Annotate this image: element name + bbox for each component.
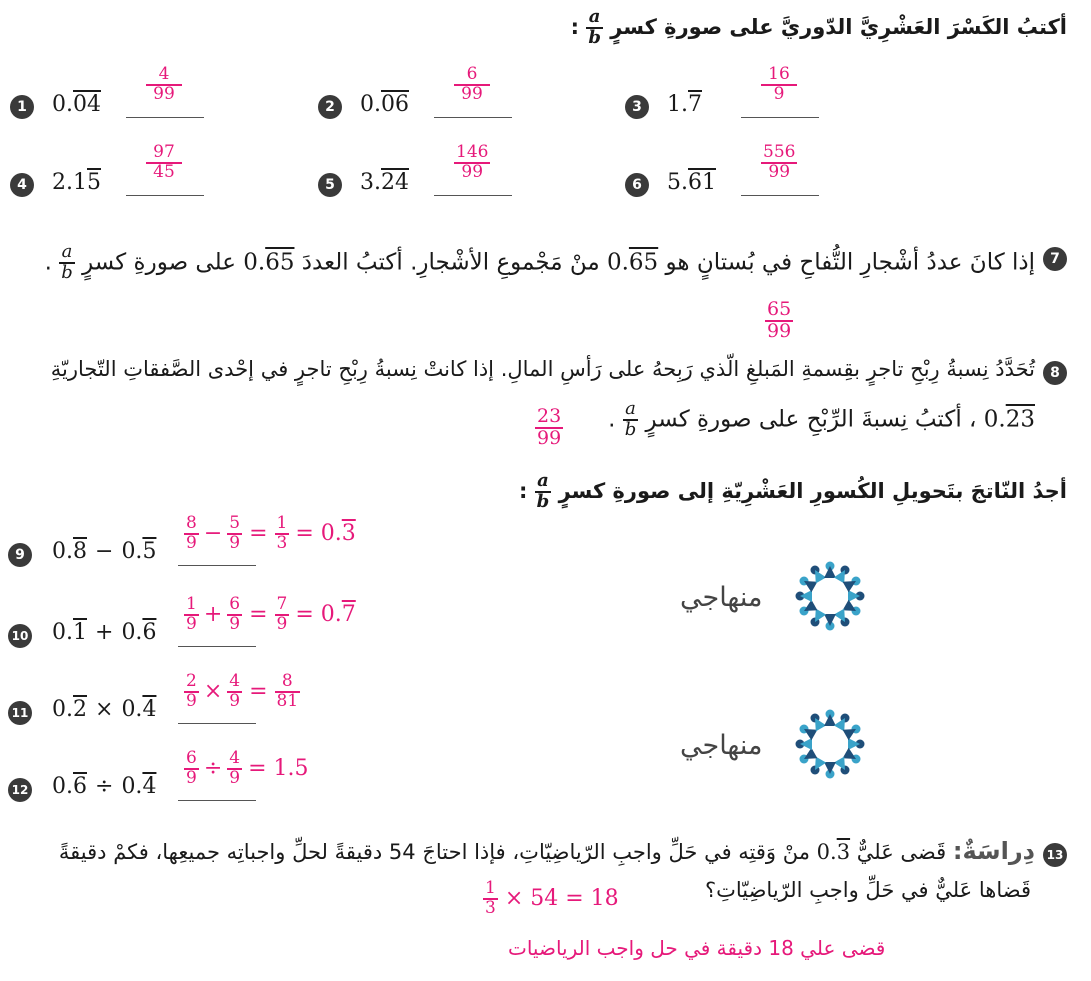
exercise-answer: $\frac{556}{99}$ <box>763 142 796 182</box>
heading-2: أجدُ النّاتجَ بتَحويلِ الكُسورِ العَشْرِيّةِ إلى صورةِ كسرٍ $\frac{a}{b}$ : <box>518 470 1067 512</box>
exercise-number: 6 <box>625 173 649 197</box>
exercise-decimal: 2.15 <box>52 170 101 195</box>
exercise-number: 2 <box>318 95 342 119</box>
exercise-decimal: 0.04 <box>52 92 101 117</box>
q13-calculation: $\frac{1}{3}$ × 54 = 18 <box>485 878 619 918</box>
question-number-7: 7 <box>1043 247 1067 271</box>
exercise-answer: $\frac{97}{45}$ <box>146 144 182 182</box>
exercise-answer: $\frac{4}{99}$ <box>146 66 182 104</box>
heading-1: أكتبُ الكَسْرَ العَشْرِيَّ الدّوريَّ على صورةِ كسرٍ $\frac{a}{b}$ : <box>570 6 1067 48</box>
logo-text: منهاجي <box>680 582 763 613</box>
answer-line <box>126 195 204 196</box>
question-7-text: إذا كانَ عددُ أشْجارِ التُّفاحِ في بُستانٍ هو 0.65 منْ مَجْموعِ الأشْجارِ. أكتبُ العددَ 0.65 على صورةِ كسرٍ $\frac{a}{b}$ . <box>44 241 1035 283</box>
answer-line <box>434 195 512 196</box>
heading-1-text: أكتبُ الكَسْرَ العَشْرِيَّ الدّوريَّ على صورةِ كسرٍ <box>610 14 1067 39</box>
operation-expression: 0.6 ÷ 0.4 <box>52 774 157 799</box>
answer-line <box>178 723 256 724</box>
exercise-number: 4 <box>10 173 34 197</box>
operation-solution: $\frac{6}{9}$ ÷ $\frac{4}{9}$ = 1.5 <box>186 748 309 788</box>
answer-line <box>126 117 204 118</box>
question-13-line-2: قَضاها عَليٌّ في حَلِّ واجبِ الرّياضِيّاتِ؟ <box>704 878 1031 902</box>
q7-answer: $\frac{65}{99}$ <box>767 298 792 342</box>
operation-expression: 0.8 − 0.5 <box>52 539 157 564</box>
operation-solution: $\frac{1}{9}$ + $\frac{6}{9}$ = $\frac{7}{9}$ = 0.7 <box>186 594 356 634</box>
q7-value-2: 0.65 <box>243 249 295 276</box>
exercise-answer: $\frac{16}{9}$ <box>761 66 797 104</box>
logo-icon-2 <box>790 704 870 784</box>
operation-expression: 0.1 + 0.6 <box>52 620 157 645</box>
q8-answer: $\frac{23}{99}$ <box>537 405 562 449</box>
exercise-number: 12 <box>8 778 32 802</box>
q7-value: 0.65 <box>606 249 659 276</box>
exercise-number: 1 <box>10 95 34 119</box>
q13-value: 0.3 <box>816 840 851 864</box>
heading-2-text: أجدُ النّاتجَ بتَحويلِ الكُسورِ العَشْرِيّةِ إلى صورةِ كسرٍ <box>558 478 1067 503</box>
answer-line <box>434 117 512 118</box>
exercise-decimal: 0.06 <box>360 92 409 117</box>
operation-solution: $\frac{2}{9}$ × $\frac{4}{9}$ = $\frac{8}{81}$ <box>186 671 299 711</box>
fraction-a-b: $\frac{a}{b}$ <box>624 398 637 440</box>
exercise-number: 10 <box>8 624 32 648</box>
answer-line <box>178 800 256 801</box>
question-8-line-1: تُحَدَّدُ نِسبةُ رِبْحِ تاجرٍ بقِسمةِ المَبلغِ الّذي رَبِحهُ على رَأسِ المالِ. إذا كانتْ نِسبةُ رِبْحِ تاجرٍ في إحْدى الصَّفقاتِ التّجاريّةِ <box>50 357 1035 381</box>
q13-answer: قضى علي 18 دقيقة في حل واجب الرياضيات <box>508 936 886 960</box>
question-number-13: 13 <box>1043 843 1067 867</box>
answer-line <box>178 646 256 647</box>
question-8-line-2: 0.23 ، أكتبُ نِسبةَ الرِّبْحِ على صورةِ كسرٍ $\frac{a}{b}$ . <box>608 398 1035 440</box>
exercise-number: 9 <box>8 543 32 567</box>
q13-label: دِراسَةٌ: <box>952 837 1035 865</box>
answer-line <box>741 195 819 196</box>
exercise-answer: $\frac{6}{99}$ <box>454 66 490 104</box>
operation-expression: 0.2 × 0.4 <box>52 697 157 722</box>
question-number-8: 8 <box>1043 361 1067 385</box>
answer-line <box>741 117 819 118</box>
exercise-decimal: 1.7 <box>667 92 702 117</box>
fraction-a-b: $\frac{a}{b}$ <box>536 470 550 512</box>
logo-text-2: منهاجي <box>680 730 763 761</box>
q8-value: 0.23 <box>983 406 1035 433</box>
fraction-a-b: $\frac{a}{b}$ <box>588 6 601 48</box>
exercise-decimal: 5.61 <box>667 170 716 195</box>
exercise-decimal: 3.24 <box>360 170 409 195</box>
question-13-line-1: دِراسَةٌ: قَضى عَليٌّ 0.3 منْ وَقتِه في حَلِّ واجبِ الرّياضِيّاتِ، فإذا احتاجَ 54 دقيقةً لحلِّ واجباتِه جميعِها، فكمْ دقيقةً <box>58 837 1035 865</box>
operation-solution: $\frac{8}{9}$ − $\frac{5}{9}$ = $\frac{1}{3}$ = 0.3 <box>186 513 356 553</box>
fraction-a-b: $\frac{a}{b}$ <box>61 241 73 283</box>
exercise-answer: $\frac{146}{99}$ <box>456 142 489 182</box>
exercise-number: 11 <box>8 701 32 725</box>
exercise-number: 5 <box>318 173 342 197</box>
logo-icon <box>790 556 870 636</box>
answer-line <box>178 565 256 566</box>
exercise-number: 3 <box>625 95 649 119</box>
